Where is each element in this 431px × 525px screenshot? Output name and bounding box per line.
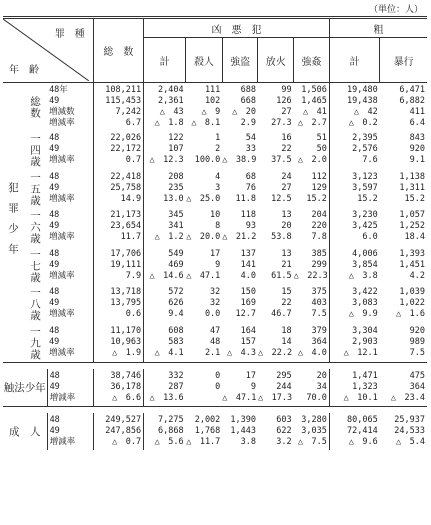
cell-arson: 18 14 △ 22.2 [257, 325, 293, 358]
cell-assault: 1,138 1,311 15.2 [399, 171, 425, 204]
row-years: 48 49 増減率 [47, 131, 93, 170]
row-age-label: 総数 [29, 95, 42, 119]
row-age-label: 一六歳 [29, 210, 42, 245]
cell-arson: 13 21 61.5 [271, 248, 292, 281]
row-years: 48 49 増減率 [47, 324, 93, 363]
cell-rape: 379 364 △ 4.0 [294, 324, 330, 363]
cell-heinous-total: 208 235 13.0 [163, 171, 184, 204]
header-heinous: 凶 悪 犯 [144, 18, 330, 38]
cell-arson: 603 622 3.2 [276, 415, 292, 447]
cell-heinous-total: 332 287 △ 13.6 [149, 371, 184, 403]
cell-robbery: 688 668 △ 20 2.9 [232, 85, 256, 128]
cell-heinous-total: 2,404 2,361 △ 43 △ 1.8 [154, 85, 184, 128]
cell-rape: 385 299 △ 22.3 [294, 247, 330, 286]
row-age-label: 一五歳 [29, 171, 42, 206]
header-robbery: 強盗 [222, 38, 258, 83]
row-years: 48 49 増減率 [47, 247, 93, 286]
cell-violent-total: 80,065 72,414 △ 9.6 [347, 415, 378, 447]
cell-total: 249,527 247,856 △ 0.7 [93, 413, 143, 450]
cell-assault: 1,057 1,252 18.4 [399, 210, 425, 242]
row-age-label: 一八歳 [29, 287, 42, 322]
cell-rape: 375 403 7.5 [294, 285, 330, 324]
header-crime-type: 罪 種 [54, 29, 85, 40]
crime-statistics-table [3, 16, 427, 450]
cell-total: 13,718 13,795 0.6 [93, 285, 143, 324]
cell-heinous-total: 608 583 △ 4.1 [154, 325, 184, 358]
cell-murder: 17 9 △ 47.1 [186, 248, 221, 281]
header-age: 年 齢 [9, 65, 39, 76]
cell-total: 22,026 22,172 0.7 [93, 131, 143, 170]
cell-violent-total: 2,395 2,576 7.6 [352, 133, 378, 165]
cell-assault: 1,393 1,451 4.2 [399, 248, 425, 281]
cell-murder: 111 102 △ 9 △ 8.1 [191, 85, 221, 128]
table-row [3, 369, 427, 407]
row-age-label: 成 人 [3, 413, 47, 450]
cell-violent-total: 19,480 19,438 △ 42 △ 0.2 [347, 85, 378, 128]
header-violent-total: 計 [329, 38, 379, 83]
header-corner [3, 18, 93, 83]
cell-murder: 10 8 △ 20.0 [186, 210, 221, 242]
cell-murder: 0 0 [215, 371, 221, 392]
cell-violent-total: 3,230 3,425 6.0 [352, 210, 378, 242]
table-row [3, 208, 427, 247]
cell-rape: 3,280 3,035 △ 7.5 [294, 413, 330, 450]
table-row [3, 285, 427, 324]
table-row [3, 131, 427, 170]
row-age-label: 一七歳 [29, 248, 42, 283]
cell-violent-total: 4,006 3,854 △ 3.8 [348, 248, 378, 281]
unit-label: （単位：人） [368, 5, 423, 15]
cell-rape: 112 129 15.2 [294, 170, 330, 209]
cell-robbery: 1,390 1,443 3.8 [230, 415, 256, 447]
cell-assault: 1,039 1,022 △ 1.6 [396, 287, 425, 319]
cell-arson: 295 244 △ 17.3 [257, 371, 293, 403]
cell-assault: 6,471 6,882 411 6.4 [399, 85, 425, 128]
cell-assault: 920 989 7.5 [409, 325, 425, 358]
cell-murder: 1 2 100.0 [194, 133, 221, 165]
cell-total: 11,170 10,963 △ 1.9 [93, 324, 143, 363]
cell-murder: 47 48 2.1 [204, 325, 221, 358]
cell-heinous-total: 122 107 △ 12.3 [149, 133, 184, 165]
header-total: 総 数 [93, 18, 143, 83]
header-heinous-total: 計 [144, 38, 186, 83]
header-arson: 放火 [258, 38, 294, 83]
cell-murder: 4 3 △ 25.0 [186, 171, 221, 204]
cell-assault: 475 364 △ 23.4 [390, 371, 425, 403]
cell-violent-total: 3,304 2,903 △ 12.1 [343, 325, 378, 358]
cell-rape: 204 220 7.8 [294, 208, 330, 247]
cell-arson: 99 126 27 27.3 [271, 85, 292, 128]
cell-arson: 16 22 37.5 [271, 133, 292, 165]
row-years: 48 49 増減率 [47, 413, 93, 450]
group-label: 犯罪少年 [3, 83, 24, 363]
row-years: 48 49 増減率 [47, 170, 93, 209]
cell-heinous-total: 345 341 △ 1.2 [154, 210, 184, 242]
cell-total: 108,211 115,453 7,242 6.7 [93, 83, 143, 132]
table-row [3, 83, 427, 132]
header-rape: 強姦 [294, 38, 330, 83]
cell-robbery: 150 169 12.7 [235, 287, 256, 319]
header-assault: 暴行 [380, 38, 427, 83]
cell-murder: 2,002 1,768 △ 11.7 [186, 415, 221, 447]
cell-rape: 51 50 △ 2.0 [294, 131, 330, 170]
cell-assault: 25,937 24,533 △ 5.4 [394, 415, 425, 447]
row-age-label: 一九歳 [29, 325, 42, 360]
cell-heinous-total: 549 469 △ 14.6 [149, 248, 184, 281]
cell-robbery: 68 76 11.8 [235, 171, 256, 204]
cell-robbery: 54 33 △ 38.9 [222, 133, 257, 165]
cell-arson: 13 20 53.8 [271, 210, 292, 242]
table-row [3, 170, 427, 209]
cell-violent-total: 3,123 3,597 15.2 [352, 171, 378, 204]
cell-robbery: 118 93 △ 21.2 [222, 210, 257, 242]
cell-robbery: 17 9 △ 47.1 [222, 371, 257, 403]
table-row [3, 247, 427, 286]
cell-rape: 20 34 70.0 [294, 369, 330, 407]
cell-assault: 843 920 9.1 [409, 133, 425, 165]
header-murder: 殺人 [186, 38, 223, 83]
cell-robbery: 164 157 △ 4.3 [226, 325, 256, 358]
cell-rape: 1,506 1,465 △ 41 △ 2.7 [294, 83, 330, 132]
table-row [3, 413, 427, 450]
row-age-label: 触法少年 [3, 369, 47, 407]
cell-total: 38,746 36,178 △ 6.6 [93, 369, 143, 407]
table-row [3, 324, 427, 363]
cell-murder: 32 32 0.0 [204, 287, 221, 319]
cell-heinous-total: 7,275 6,868 △ 5.6 [154, 415, 184, 447]
cell-arson: 15 22 46.7 [271, 287, 292, 319]
cell-violent-total: 3,422 3,083 △ 9.9 [348, 287, 378, 319]
cell-violent-total: 1,471 1,323 △ 10.1 [343, 371, 378, 403]
row-years: 48年 49 増減数 増減率 [47, 83, 93, 132]
cell-arson: 24 27 12.5 [271, 171, 292, 204]
cell-heinous-total: 572 626 9.4 [168, 287, 184, 319]
cell-total: 17,706 19,111 7.9 [93, 247, 143, 286]
cell-total: 21,173 23,654 11.7 [93, 208, 143, 247]
row-years: 48 49 増減率 [47, 369, 93, 407]
header-violent: 粗 [329, 18, 427, 38]
row-years: 48 49 増減率 [47, 285, 93, 324]
row-age-label: 一四歳 [29, 133, 42, 168]
cell-total: 22,418 25,758 14.9 [93, 170, 143, 209]
row-years: 48 49 増減率 [47, 208, 93, 247]
cell-robbery: 137 141 4.0 [240, 248, 256, 281]
